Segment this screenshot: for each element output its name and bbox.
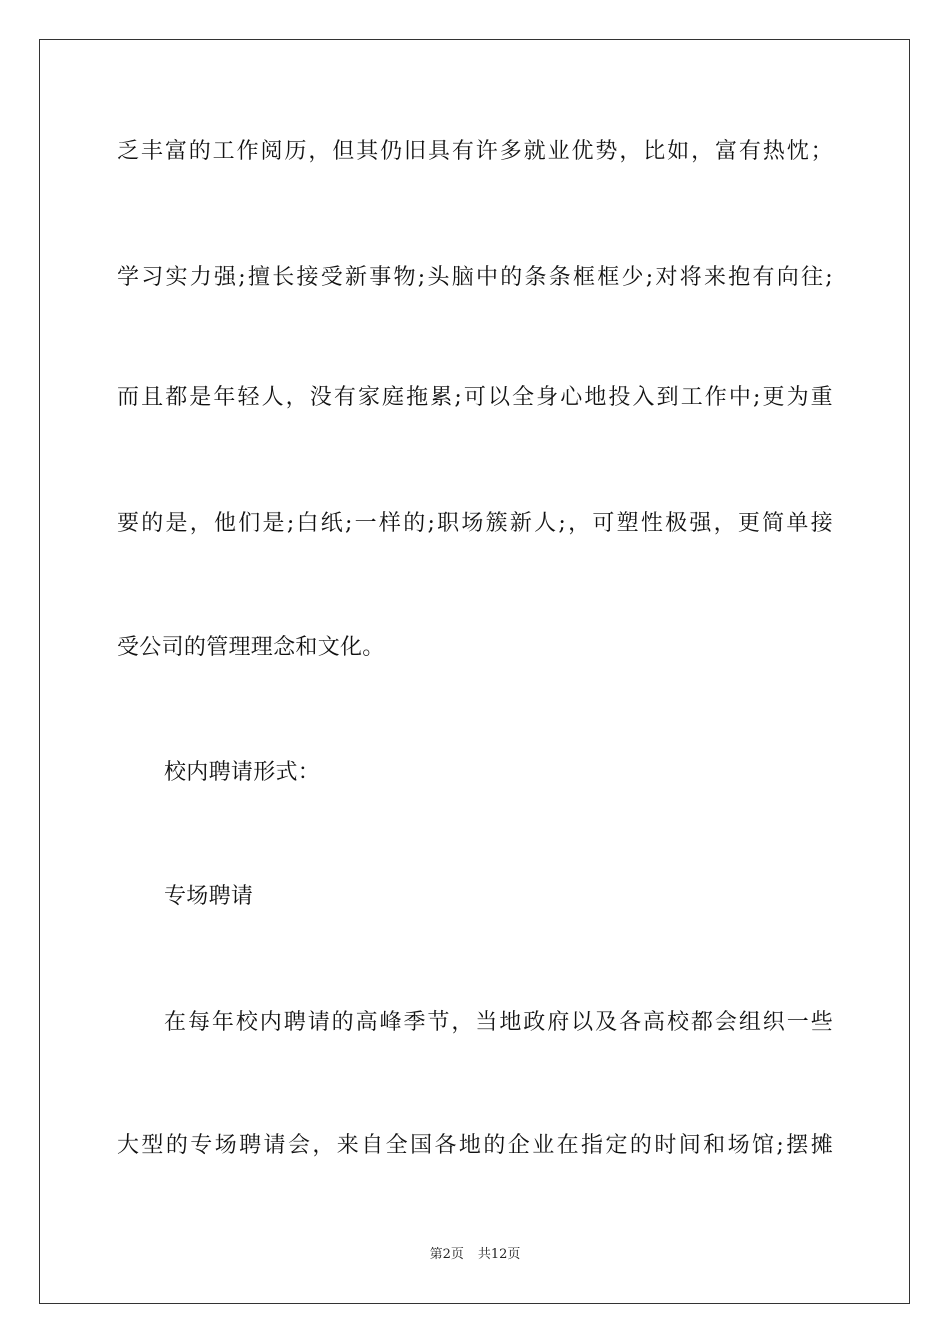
body-text-line: 而且都是年轻人，没有家庭拖累;可以全身心地投入到工作中;更为重 bbox=[117, 385, 833, 410]
body-text-line: 乏丰富的工作阅历，但其仍旧具有许多就业优势，比如，富有热忱； bbox=[117, 139, 833, 164]
body-text-line: 学习实力强;擅长接受新事物;头脑中的条条框框少;对将来抱有向往; bbox=[117, 265, 833, 290]
page-total: 共12页 bbox=[477, 1247, 521, 1262]
page-border bbox=[39, 39, 910, 1304]
body-text-line: 受公司的管理理念和文化。 bbox=[117, 635, 385, 660]
section-heading: 校内聘请形式： bbox=[164, 760, 321, 785]
page-footer bbox=[0, 1246, 950, 1264]
page-number: 第2页 bbox=[429, 1247, 464, 1262]
body-text-line: 在每年校内聘请的高峰季节，当地政府以及各高校都会组织一些 bbox=[164, 1010, 833, 1035]
body-text-line: 要的是，他们是;白纸;一样的;职场簇新人;，可塑性极强，更简单接 bbox=[117, 511, 833, 536]
subsection-heading: 专场聘请 bbox=[164, 884, 254, 909]
body-text-line: 大型的专场聘请会，来自全国各地的企业在指定的时间和场馆;摆摊 bbox=[117, 1133, 833, 1158]
